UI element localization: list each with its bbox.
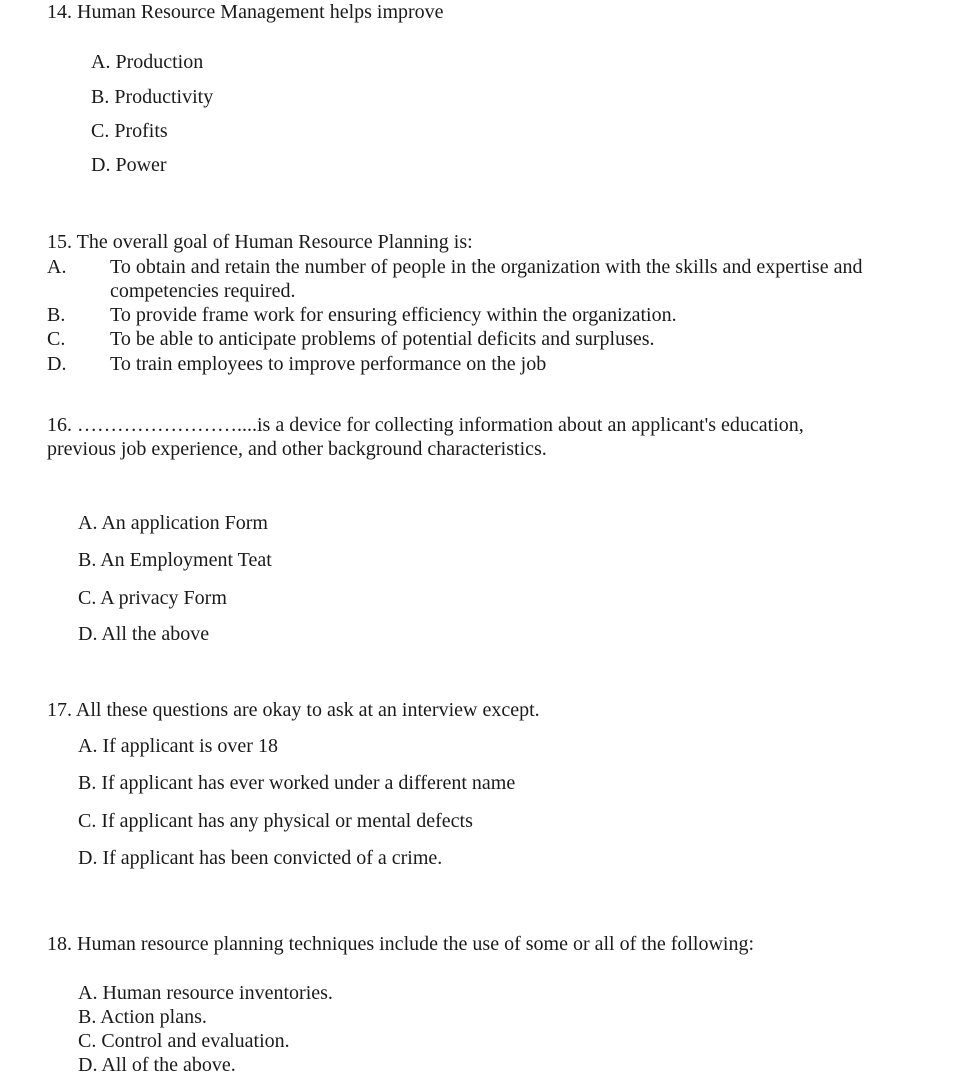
question-16-line2: previous job experience, and other background characteristics. xyxy=(47,438,547,460)
q15-option-a-letter: A. xyxy=(47,256,67,278)
q15-option-b-letter: B. xyxy=(47,304,66,326)
q14-option-d: D. Power xyxy=(91,154,167,176)
question-17: 17. All these questions are okay to ask at an interview except. xyxy=(47,699,540,721)
question-14: 14. Human Resource Management helps improve xyxy=(47,1,444,23)
q15-option-d-text: To train employees to improve performance on the job xyxy=(110,353,547,375)
q14-option-b: B. Productivity xyxy=(91,86,214,108)
question-18: 18. Human resource planning techniques include the use of some or all of the following: xyxy=(47,933,755,955)
q15-option-d-letter: D. xyxy=(47,353,67,375)
question-16-line1: 16. ……………………....is a device for collecting information about an applicant's education, xyxy=(47,414,804,436)
question-15: 15. The overall goal of Human Resource Planning is: xyxy=(47,231,473,253)
q17-option-c: C. If applicant has any physical or mental defects xyxy=(78,810,473,832)
q16-option-a: A. An application Form xyxy=(78,512,268,534)
q17-option-d: D. If applicant has been convicted of a crime. xyxy=(78,847,443,869)
q15-option-a-text-line1: To obtain and retain the number of people in the organization with the skills and expertise and xyxy=(110,256,863,278)
q15-option-c-text: To be able to anticipate problems of potential deficits and surpluses. xyxy=(110,328,655,350)
q17-option-b: B. If applicant has ever worked under a different name xyxy=(78,772,516,794)
q18-option-a: A. Human resource inventories. xyxy=(78,982,333,1004)
q17-option-a: A. If applicant is over 18 xyxy=(78,735,278,757)
q18-option-b: B. Action plans. xyxy=(78,1006,207,1028)
q16-option-d: D. All the above xyxy=(78,623,210,645)
q15-option-b-text: To provide frame work for ensuring efficiency within the organization. xyxy=(110,304,677,326)
q18-option-d: D. All of the above. xyxy=(78,1054,236,1076)
q14-option-a: A. Production xyxy=(91,51,204,73)
q18-option-c: C. Control and evaluation. xyxy=(78,1030,290,1052)
q15-option-a-text-line2: competencies required. xyxy=(110,280,296,302)
q15-option-c-letter: C. xyxy=(47,328,66,350)
q16-option-b: B. An Employment Teat xyxy=(78,549,272,571)
q14-option-c: C. Profits xyxy=(91,120,168,142)
q16-option-c: C. A privacy Form xyxy=(78,587,227,609)
